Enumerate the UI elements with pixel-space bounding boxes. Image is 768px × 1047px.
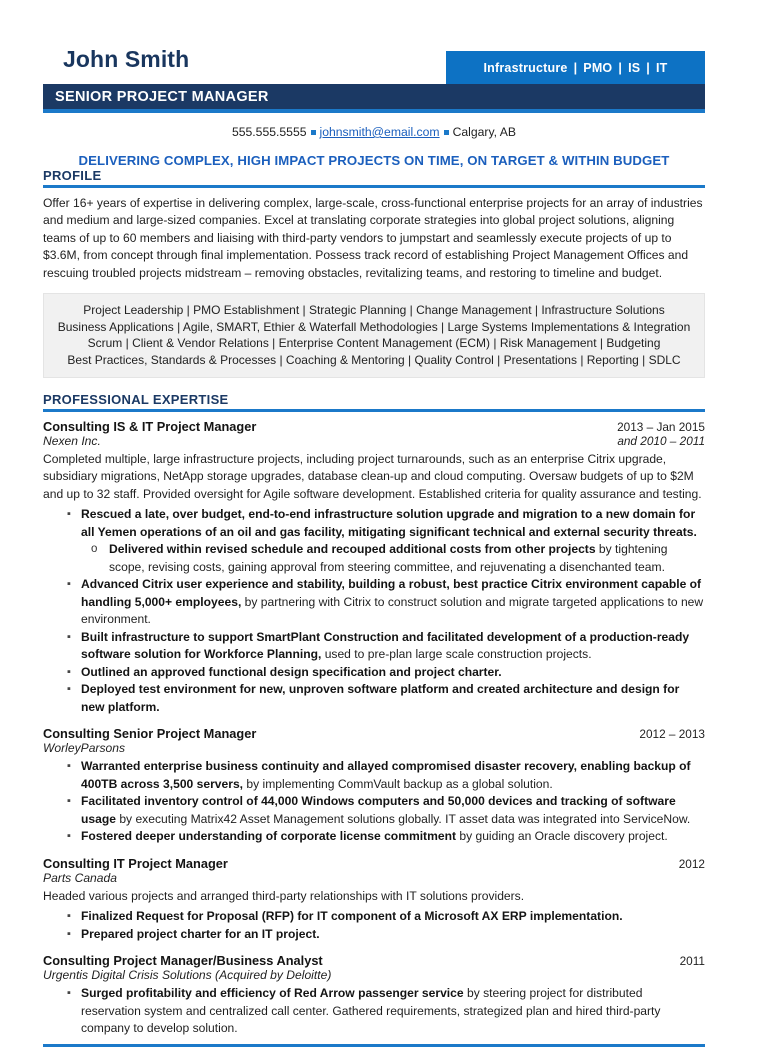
title-underline-rule [43, 109, 705, 113]
job-dates: 2013 – Jan 2015 [617, 419, 705, 434]
job-entry [43, 726, 705, 846]
job-role: Consulting IT Project Manager [43, 855, 228, 871]
job-role: Consulting Project Manager/Business Analyst [43, 953, 323, 968]
achievement-highlight: Surged profitability and efficiency of Red Arrow passenger service [81, 986, 464, 1000]
section-professional-expertise [43, 392, 705, 1047]
achievement-highlight: Prepared project charter for an IT project. [81, 926, 320, 941]
job-dates-secondary: and 2010 – 2011 [617, 433, 705, 448]
square-bullet-icon: ▪ [67, 795, 71, 807]
job-entry [43, 856, 705, 944]
section-rule-experience [43, 409, 705, 412]
job-dates: 2012 – 2013 [639, 727, 705, 741]
specialty-item-2: IS [628, 61, 641, 75]
job-company: Parts Canada [43, 870, 117, 885]
section-profile [43, 168, 705, 282]
resume-content [43, 168, 705, 1047]
specialty-item-3: IT [655, 61, 668, 75]
contact-location: Calgary, AB [452, 125, 517, 139]
square-bullet-icon: ▪ [67, 910, 71, 922]
achievement-item [43, 828, 705, 846]
achievement-highlight: Outlined an approved functional design specification and project charter. [81, 664, 502, 679]
achievement-detail: by steering project for distributed reservation system and centralized call center. Gathered requirements, strategized plan and hired third-party company to develop solution. [81, 986, 661, 1035]
job-entry [43, 419, 705, 717]
achievement-highlight: Warranted enterprise business continuity and allayed compromised disaster recovery, enabling backup of 400TB across 3,500 servers, [81, 759, 691, 791]
specialty-separator-1: | [618, 61, 623, 75]
core-competencies-box [43, 293, 705, 378]
achievement-list [43, 908, 705, 943]
specialty-item-0: Infrastructure [483, 61, 568, 75]
square-bullet-icon: ▪ [67, 760, 71, 772]
job-company: Urgentis Digital Crisis Solutions (Acquired by Deloitte) [43, 968, 332, 982]
sub-achievement-detail: by tightening scope, revising costs, gaining approval from steering committee, and rejuvenating a disenchanted team. [109, 542, 668, 574]
headline-tagline: DELIVERING COMPLEX, HIGH IMPACT PROJECTS ON TIME, ON TARGET & WITHIN BUDGET [78, 153, 670, 168]
square-bullet-icon: ▪ [67, 630, 71, 643]
achievement-item [43, 506, 705, 576]
achievement-item [43, 664, 705, 682]
square-bullet-icon: ▪ [67, 508, 71, 520]
specialty-badge [446, 51, 705, 85]
achievement-highlight: Built infrastructure to support SmartPlant Construction and facilitated development of a production-ready software solution for Workforce Planning, [81, 629, 690, 661]
achievement-detail: by partnering with Citrix to construct solution and migrate targeted applications to new environment. [81, 594, 704, 626]
section-header-experience: PROFESSIONAL EXPERTISE [43, 392, 229, 407]
job-title-row [43, 419, 705, 434]
job-summary: Completed multiple, large infrastructure projects, including project turnarounds, such as an enterprise Citrix upgrade, subsidiary migrations, NetApp storage upgrades, database clean-up and cloud computing. Oversaw budgets of up to $2M and up to 32 staff. Provided oversight for Agile software development. Established criteria for quality assurance and testing. [43, 451, 702, 501]
achievement-item [43, 576, 705, 629]
job-title-row [43, 953, 705, 968]
achievement-item [43, 926, 705, 944]
section-header-profile: PROFILE [43, 168, 102, 183]
specialty-separator-0: | [573, 61, 578, 75]
square-bullet-icon: ▪ [67, 683, 71, 695]
section-rule-profile [43, 185, 705, 188]
skills-line-1: Business Applications | Agile, SMART, Ethier & Waterfall Methodologies | Large Systems Implementations & Integration [57, 319, 691, 334]
specialty-separator-2: | [646, 61, 650, 75]
square-separator-icon [311, 130, 316, 135]
job-role: Consulting IS & IT Project Manager [43, 418, 257, 434]
jobs-list [43, 419, 705, 1038]
closing-rule [43, 1044, 705, 1047]
job-company-row [43, 741, 705, 755]
square-bullet-icon: ▪ [67, 830, 71, 842]
job-summary: Headed various projects and arranged third-party relationships with IT solutions providers. [43, 888, 525, 903]
square-bullet-icon: ▪ [67, 665, 71, 678]
achievement-item [43, 793, 705, 828]
achievement-detail: by guiding an Oracle discovery project. [455, 829, 668, 843]
achievement-highlight: Advanced Citrix user experience and stability, building a robust, best practice Citrix environment capable of handling 5,000+ employees, [81, 577, 702, 609]
job-title-row [43, 856, 705, 871]
achievement-item [43, 758, 705, 793]
job-company-row [43, 871, 705, 885]
achievement-item [43, 681, 705, 716]
skills-line-0: Project Leadership | PMO Establishment | Strategic Planning | Change Management | Infrastructure Solutions [83, 303, 665, 317]
sub-achievement-item [81, 541, 705, 576]
contact-line [43, 124, 705, 140]
specialty-item-1: PMO [583, 61, 613, 75]
profile-text: Offer 16+ years of expertise in delivering complex, large-scale, cross-functional enterprise projects for an array of industries and medium and large-sized companies. Excel at translating corporate strategies into global project solutions, aligning teams of up to 60 members and liaising with third-party vendors to jumpstart and seamlessly execute projects of up to $3.6M, from concept through final implementation. Possess track record of establishing Project Management Offices and rescuing troubled projects midstream – removing obstacles, revitalizing teams, and restoring to timeline and budget. [43, 195, 703, 280]
sub-achievement-highlight: Delivered within revised schedule and recouped additional costs from other projects [109, 542, 596, 556]
job-dates: 2012 [678, 856, 705, 871]
achievement-highlight: Facilitated inventory control of 44,000 Windows computers and 50,000 devices and tracking of software usage [81, 794, 676, 826]
page-title: John Smith [63, 46, 190, 72]
square-bullet-icon: ▪ [67, 987, 71, 999]
circle-bullet-icon: o [91, 543, 98, 555]
achievement-list [43, 506, 705, 716]
job-dates: 2011 [679, 954, 705, 968]
job-company: Nexen Inc. [43, 433, 101, 448]
job-entry [43, 953, 705, 1038]
contact-email-link[interactable]: johnsmith@email.com [319, 125, 440, 139]
job-title: SENIOR PROJECT MANAGER [55, 88, 269, 105]
achievement-highlight: Deployed test environment for new, unproven software platform and created architecture and design for new platform. [81, 682, 680, 714]
achievement-detail: used to pre-plan large scale construction projects. [321, 647, 592, 661]
square-bullet-icon: ▪ [67, 578, 71, 590]
square-separator-icon [444, 130, 449, 135]
achievement-highlight: Finalized Request for Proposal (RFP) for IT component of a Microsoft AX ERP implementation. [81, 909, 623, 923]
skills-line-3: Best Practices, Standards & Processes | Coaching & Mentoring | Quality Control | Presentations | Reporting | SDLC [67, 352, 681, 367]
achievement-detail: by implementing CommVault backup as a global solution. [243, 776, 553, 791]
achievement-item [43, 629, 705, 664]
achievement-item [43, 908, 705, 926]
achievement-highlight: Fostered deeper understanding of corporate license commitment [81, 829, 456, 843]
achievement-list [43, 758, 705, 846]
square-bullet-icon: ▪ [67, 927, 71, 940]
achievement-list [43, 985, 705, 1038]
name-row [43, 44, 705, 84]
resume-header [43, 44, 705, 168]
sub-achievement-list [81, 541, 705, 576]
job-company-row [43, 434, 705, 448]
job-role: Consulting Senior Project Manager [43, 726, 257, 741]
achievement-item [43, 985, 705, 1038]
achievement-highlight: Rescued a late, over budget, end-to-end infrastructure solution upgrade and migration to a new domain for all Yemen operations of an oil and gas facility, mitigating significant technical and external security threats. [81, 507, 697, 539]
job-company: WorleyParsons [43, 741, 125, 755]
job-title-band [43, 84, 705, 109]
job-company-row [43, 968, 705, 982]
skills-line-2: Scrum | Client & Vendor Relations | Enterprise Content Management (ECM) | Risk Management | Budgeting [87, 336, 661, 350]
contact-phone: 555.555.5555 [231, 125, 307, 139]
achievement-detail: by executing Matrix42 Asset Management solutions globally. IT asset data was integrated into ServiceNow. [115, 811, 691, 826]
job-title-row [43, 726, 705, 741]
